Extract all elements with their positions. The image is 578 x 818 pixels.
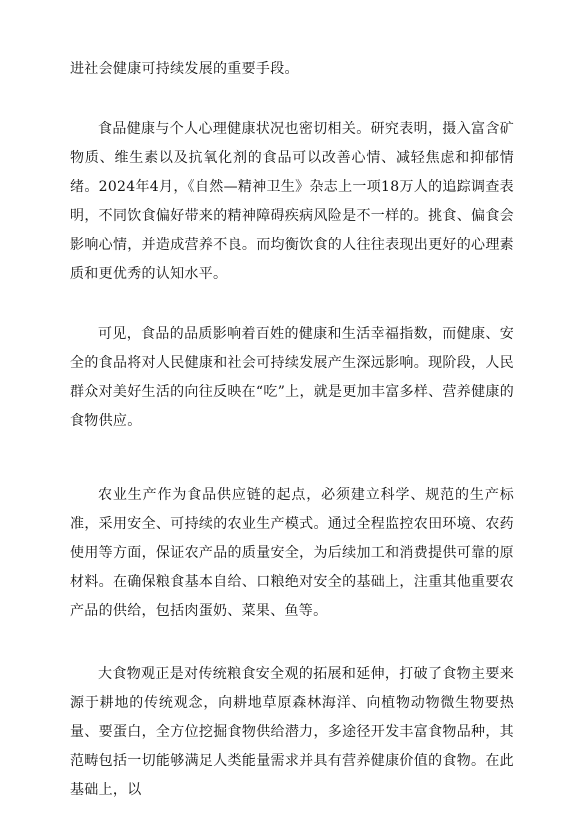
paragraph-food-quality: 可见，食品的品质影响着百姓的健康和生活幸福指数，而健康、安全的食品将对人民健康和社会可持续发展产生深远影响。现阶段，人民群众对美好生活的向往反映在“吃”上，就是更加丰富多样、营养健康的食物供应。	[70, 326, 514, 429]
paragraph-mental-health: 食品健康与个人心理健康状况也密切相关。研究表明，摄入富含矿物质、维生素以及抗氧化剂的食品可以改善心情、减轻焦虑和抑郁情绪。2024年4月，《自然—精神卫生》杂志上一项18万人的追踪调查表明，不同饮食偏好带来的精神障碍疾病风险是不一样的。挑食、偏食会影响心情，并造成营养不良。而均衡饮食的人往往表现出更好的心理素质和更优秀的认知水平。	[70, 121, 514, 282]
paragraph-continuation: 进社会健康可持续发展的重要手段。	[70, 61, 299, 77]
paragraph-food-view: 大食物观正是对传统粮食安全观的拓展和延伸，打破了食物主要来源于耕地的传统观念，向耕地草原森林海洋、向植物动物微生物要热量、要蛋白，全方位挖掘食物供给潜力，多途径开发丰富食物品种，其范畴包括一切能够满足人类能量需求并具有营养健康价值的食物。在此基础上，以	[70, 666, 514, 798]
paragraph-agriculture: 农业生产作为食品供应链的起点，必须建立科学、规范的生产标准，采用安全、可持续的农业生产模式。通过全程监控农田环境、农药使用等方面，保证农产品的质量安全，为后续加工和消费提供可靠的原材料。在确保粮食基本自给、口粮绝对安全的基础上，注重其他重要农产品的供给，包括肉蛋奶、菜果、鱼等。	[70, 487, 514, 619]
